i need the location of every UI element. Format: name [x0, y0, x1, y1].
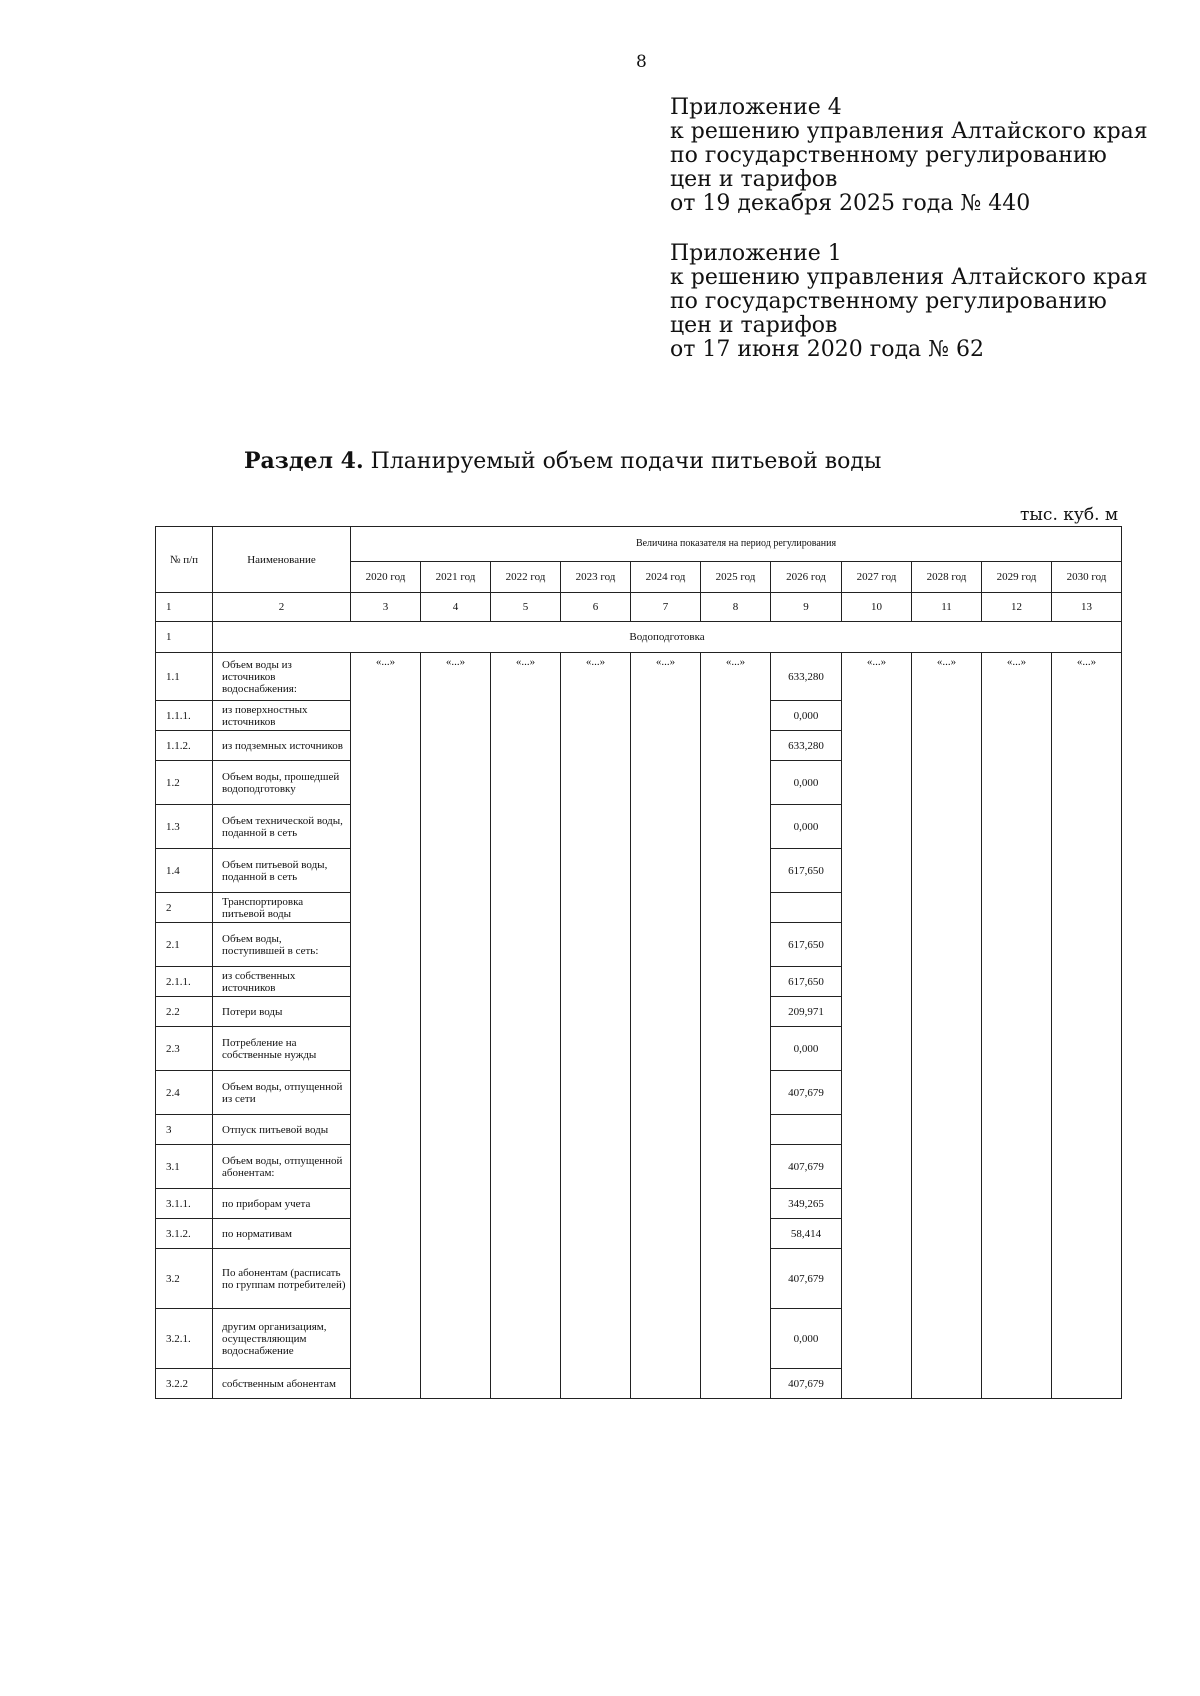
- row-name: из подземных источников: [213, 731, 351, 761]
- column-number: 10: [842, 593, 912, 622]
- value-2026: 0,000: [771, 701, 842, 731]
- section-label: Раздел 4.: [244, 448, 364, 474]
- annex-header-original: [670, 242, 1148, 362]
- omitted-value: «...»: [842, 653, 912, 1399]
- row-name: Объем воды, отпущенной из сети: [213, 1071, 351, 1115]
- value-2026: 407,679: [771, 1145, 842, 1189]
- annex-header-current: [670, 96, 1148, 216]
- value-2026: 407,679: [771, 1071, 842, 1115]
- section-heading: Планируемый объем подачи питьевой воды: [370, 449, 882, 474]
- row-number: 2.3: [156, 1027, 213, 1071]
- value-2026: 617,650: [771, 967, 842, 997]
- row-number: 3.1: [156, 1145, 213, 1189]
- header-num: № п/п: [156, 527, 213, 593]
- row-name: собственным абонентам: [213, 1369, 351, 1399]
- header-year: 2023 год: [561, 562, 631, 593]
- value-2026: 209,971: [771, 997, 842, 1027]
- value-2026: 407,679: [771, 1249, 842, 1309]
- annex-line: Приложение 1: [670, 241, 842, 266]
- row-number: 3.2.2: [156, 1369, 213, 1399]
- column-number: 5: [491, 593, 561, 622]
- annex-line: по государственному регулированию: [670, 143, 1107, 168]
- header-year: 2021 год: [421, 562, 491, 593]
- omitted-value: «...»: [701, 653, 771, 1399]
- header-year: 2025 год: [701, 562, 771, 593]
- row-name: из поверхностных источников: [213, 701, 351, 731]
- header-group: Величина показателя на период регулирования: [351, 527, 1122, 562]
- column-number: 11: [912, 593, 982, 622]
- row-name: Потери воды: [213, 997, 351, 1027]
- section-row-title: Водоподготовка: [213, 622, 1122, 653]
- page-number: 8: [636, 52, 647, 72]
- value-2026: 349,265: [771, 1189, 842, 1219]
- column-number: 4: [421, 593, 491, 622]
- omitted-value: «...»: [982, 653, 1052, 1399]
- annex-line: цен и тарифов: [670, 167, 838, 192]
- section-title: [244, 448, 881, 474]
- row-number: 1.4: [156, 849, 213, 893]
- row-number: 3.1.2.: [156, 1219, 213, 1249]
- row-number: 1.1.2.: [156, 731, 213, 761]
- value-2026: [771, 1115, 842, 1145]
- column-number: 9: [771, 593, 842, 622]
- row-number: 2.1.1.: [156, 967, 213, 997]
- row-name: Объем воды из источников водоснабжения:: [213, 653, 351, 701]
- header-year: 2027 год: [842, 562, 912, 593]
- annex-line: к решению управления Алтайского края: [670, 119, 1148, 144]
- column-number: 7: [631, 593, 701, 622]
- row-name: Объем воды, поступившей в сеть:: [213, 923, 351, 967]
- value-2026: 0,000: [771, 1309, 842, 1369]
- row-name: Транспортировка питьевой воды: [213, 893, 351, 923]
- omitted-value: «...»: [561, 653, 631, 1399]
- row-name: другим организациям, осуществляющим водоснабжение: [213, 1309, 351, 1369]
- header-year: 2024 год: [631, 562, 701, 593]
- header-year: 2030 год: [1052, 562, 1122, 593]
- value-2026: 0,000: [771, 1027, 842, 1071]
- header-year: 2029 год: [982, 562, 1052, 593]
- row-name: из собственных источников: [213, 967, 351, 997]
- header-year: 2020 год: [351, 562, 421, 593]
- annex-line: от 17 июня 2020 года № 62: [670, 337, 984, 362]
- section-row-num: 1: [156, 622, 213, 653]
- row-number: 2.4: [156, 1071, 213, 1115]
- row-name: Объем технической воды, поданной в сеть: [213, 805, 351, 849]
- value-2026: 0,000: [771, 805, 842, 849]
- row-name: Объем воды, прошедшей водоподготовку: [213, 761, 351, 805]
- row-number: 3.1.1.: [156, 1189, 213, 1219]
- header-year: 2026 год: [771, 562, 842, 593]
- row-name: Потребление на собственные нужды: [213, 1027, 351, 1071]
- row-number: 2.1: [156, 923, 213, 967]
- column-number: 3: [351, 593, 421, 622]
- omitted-value: «...»: [351, 653, 421, 1399]
- row-number: 2.2: [156, 997, 213, 1027]
- omitted-value: «...»: [491, 653, 561, 1399]
- value-2026: 407,679: [771, 1369, 842, 1399]
- column-number: 6: [561, 593, 631, 622]
- omitted-value: «...»: [912, 653, 982, 1399]
- row-name: по приборам учета: [213, 1189, 351, 1219]
- value-2026: 633,280: [771, 731, 842, 761]
- omitted-value: «...»: [1052, 653, 1122, 1399]
- row-number: 3.2.1.: [156, 1309, 213, 1369]
- row-number: 3: [156, 1115, 213, 1145]
- row-number: 3.2: [156, 1249, 213, 1309]
- row-name: Объем воды, отпущенной абонентам:: [213, 1145, 351, 1189]
- header-year: 2028 год: [912, 562, 982, 593]
- header-year: 2022 год: [491, 562, 561, 593]
- value-2026: 617,650: [771, 923, 842, 967]
- table-row: [156, 653, 1122, 701]
- annex-line: от 19 декабря 2025 года № 440: [670, 191, 1031, 216]
- value-2026: 617,650: [771, 849, 842, 893]
- row-number: 1.1: [156, 653, 213, 701]
- column-number: 13: [1052, 593, 1122, 622]
- row-number: 2: [156, 893, 213, 923]
- units-label: тыс. куб. м: [1020, 505, 1119, 525]
- value-2026: 0,000: [771, 761, 842, 805]
- water-supply-table: [155, 526, 1122, 1399]
- header-name: Наименование: [213, 527, 351, 593]
- row-number: 1.1.1.: [156, 701, 213, 731]
- omitted-value: «...»: [631, 653, 701, 1399]
- value-2026: 633,280: [771, 653, 842, 701]
- row-name: Отпуск питьевой воды: [213, 1115, 351, 1145]
- omitted-value: «...»: [421, 653, 491, 1399]
- row-number: 1.3: [156, 805, 213, 849]
- annex-line: цен и тарифов: [670, 313, 838, 338]
- column-number: 12: [982, 593, 1052, 622]
- annex-line: к решению управления Алтайского края: [670, 265, 1148, 290]
- column-number: 2: [213, 593, 351, 622]
- value-2026: 58,414: [771, 1219, 842, 1249]
- row-name: Объем питьевой воды, поданной в сеть: [213, 849, 351, 893]
- column-number: 8: [701, 593, 771, 622]
- annex-line: по государственному регулированию: [670, 289, 1107, 314]
- annex-line: Приложение 4: [670, 95, 842, 120]
- row-name: По абонентам (расписать по группам потребителей): [213, 1249, 351, 1309]
- value-2026: [771, 893, 842, 923]
- column-number: 1: [156, 593, 213, 622]
- row-number: 1.2: [156, 761, 213, 805]
- row-name: по нормативам: [213, 1219, 351, 1249]
